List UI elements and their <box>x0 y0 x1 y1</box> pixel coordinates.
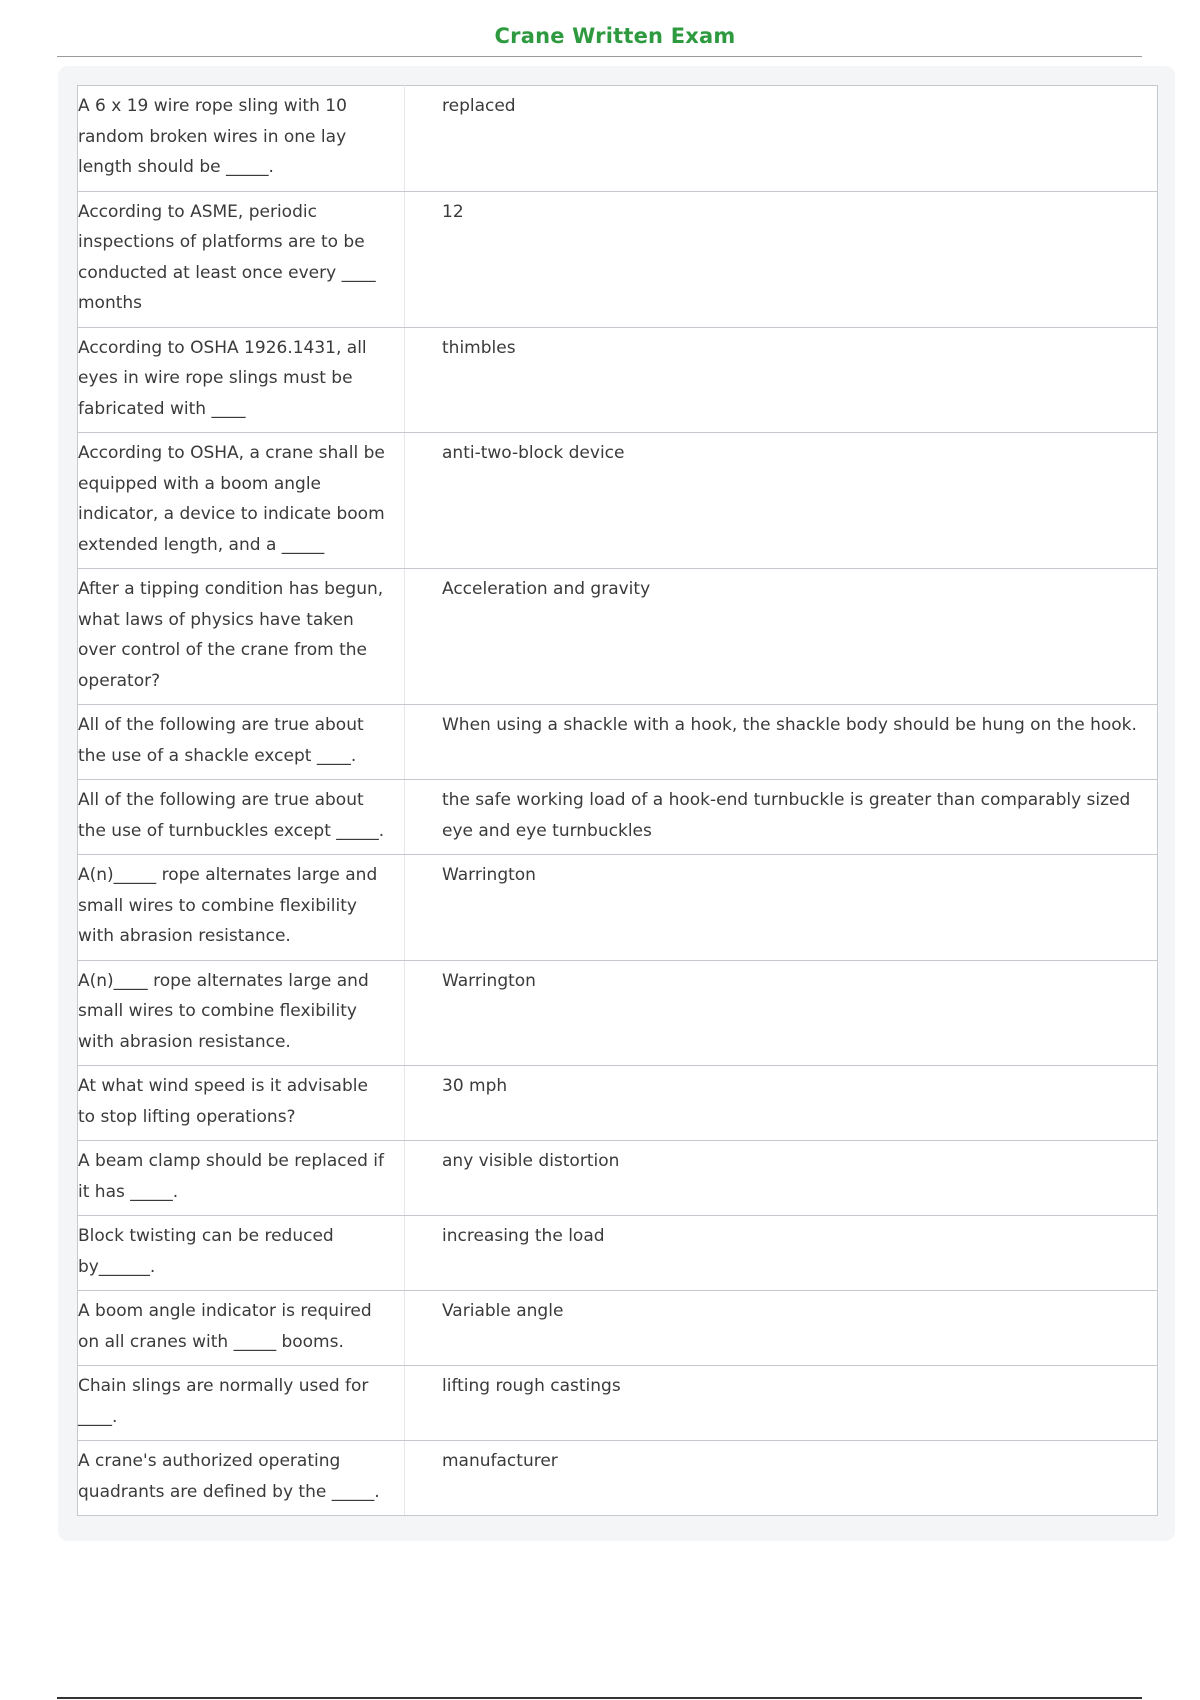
question-cell: All of the following are true about the use of turnbuckles except _____. <box>78 780 405 855</box>
answer-cell: any visible distortion <box>405 1141 1158 1216</box>
table-row <box>78 1366 1158 1441</box>
answer-cell: replaced <box>405 86 1158 192</box>
question-cell: Chain slings are normally used for ____. <box>78 1366 405 1441</box>
answer-cell: increasing the load <box>405 1216 1158 1291</box>
table-row <box>78 86 1158 192</box>
question-cell: According to OSHA, a crane shall be equipped with a boom angle indicator, a device to indicate boom extended length, and a _____ <box>78 433 405 569</box>
answer-cell: lifting rough castings <box>405 1366 1158 1441</box>
question-cell: According to OSHA 1926.1431, all eyes in wire rope slings must be fabricated with ____ <box>78 327 405 433</box>
question-cell: A boom angle indicator is required on all cranes with _____ booms. <box>78 1291 405 1366</box>
page-title: Crane Written Exam <box>494 24 736 48</box>
question-cell: A(n)_____ rope alternates large and small wires to combine flexibility with abrasion resistance. <box>78 855 405 961</box>
table-row <box>78 780 1158 855</box>
question-cell: All of the following are true about the use of a shackle except ____. <box>78 705 405 780</box>
answer-cell: manufacturer <box>405 1441 1158 1516</box>
answer-cell: 12 <box>405 191 1158 327</box>
table-row <box>78 569 1158 705</box>
table-row <box>78 433 1158 569</box>
table-row <box>78 960 1158 1066</box>
table-row <box>78 1291 1158 1366</box>
answer-cell: When using a shackle with a hook, the shackle body should be hung on the hook. <box>405 705 1158 780</box>
question-cell: Block twisting can be reduced by______. <box>78 1216 405 1291</box>
question-cell: A crane's authorized operating quadrants are defined by the _____. <box>78 1441 405 1516</box>
answer-cell: thimbles <box>405 327 1158 433</box>
question-cell: After a tipping condition has begun, what laws of physics have taken over control of the crane from the operator? <box>78 569 405 705</box>
answer-cell: the safe working load of a hook-end turnbuckle is greater than comparably sized eye and eye turnbuckles <box>405 780 1158 855</box>
answer-cell: Warrington <box>405 960 1158 1066</box>
answer-cell: Acceleration and gravity <box>405 569 1158 705</box>
answer-cell: 30 mph <box>405 1066 1158 1141</box>
title-divider <box>57 56 1142 57</box>
flashcard-table <box>77 85 1158 1516</box>
table-row <box>78 1441 1158 1516</box>
question-cell: A(n)____ rope alternates large and small wires to combine flexibility with abrasion resistance. <box>78 960 405 1066</box>
answer-cell: Warrington <box>405 855 1158 961</box>
table-row <box>78 327 1158 433</box>
table-row <box>78 1216 1158 1291</box>
question-cell: At what wind speed is it advisable to stop lifting operations? <box>78 1066 405 1141</box>
table-row <box>78 855 1158 961</box>
question-cell: A beam clamp should be replaced if it has _____. <box>78 1141 405 1216</box>
table-row <box>78 1141 1158 1216</box>
table-row <box>78 1066 1158 1141</box>
table-row <box>78 191 1158 327</box>
table-row <box>78 705 1158 780</box>
question-cell: According to ASME, periodic inspections of platforms are to be conducted at least once every ____ months <box>78 191 405 327</box>
answer-cell: anti-two-block device <box>405 433 1158 569</box>
answer-cell: Variable angle <box>405 1291 1158 1366</box>
question-cell: A 6 x 19 wire rope sling with 10 random broken wires in one lay length should be _____. <box>78 86 405 192</box>
footer-divider <box>57 1697 1142 1699</box>
